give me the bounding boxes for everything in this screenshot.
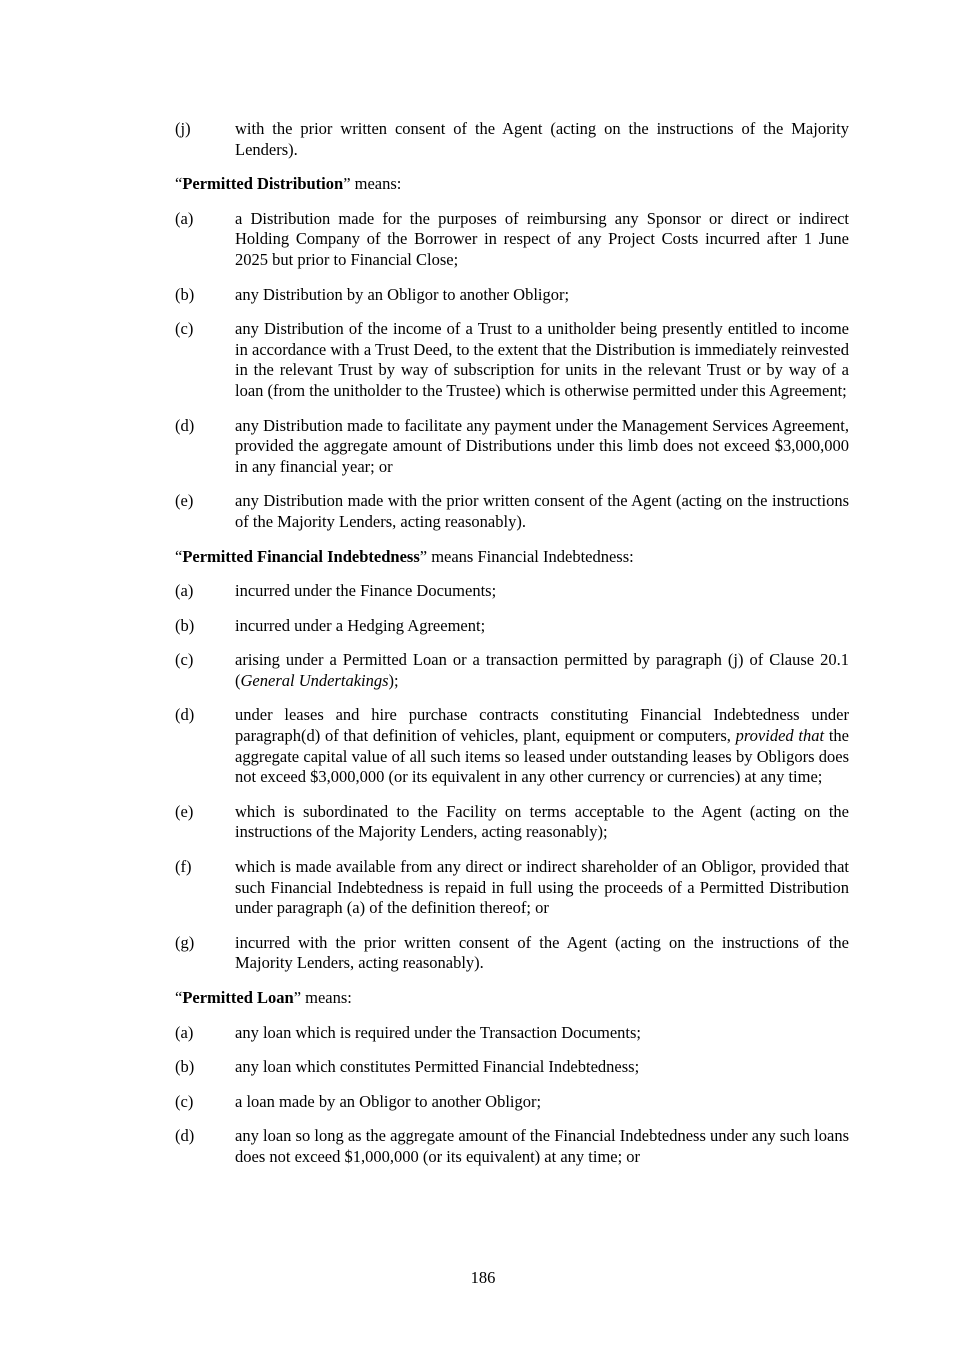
list-item-d [175,1126,849,1167]
text-segment: the aggregate capital value of all such items so leased under outstanding leases by Obligors does not exceed $3,000,000 (or its equivalent in any other currency or currencies) at any time; [235,726,849,787]
item-text [235,119,849,160]
definition-heading-permitted-financial-indebtedness [175,547,849,568]
text-segment: ” means Financial Indebtedness: [419,546,634,566]
text-segment: any loan which constitutes Permitted Financial Indebtedness; [235,1057,640,1077]
item-text [235,1023,849,1044]
defined-term: Permitted Financial Indebtedness [182,546,420,566]
text-segment: incurred under a Hedging Agreement; [235,615,486,635]
item-label: (c) [175,650,194,670]
document-content [175,119,849,1168]
definition-list-permitted-distribution [175,209,849,533]
text-segment: a Distribution made for the purposes of reimbursing any Sponsor or direct or indirect Holding Company of the Borrower in respect of any Project Costs incurred after 1 June 2025 but prior to Financial Close; [235,208,849,269]
text-segment: which is subordinated to the Facility on terms acceptable to the Agent (acting on the instructions of the Majority Lenders, acting reasonably); [235,801,849,842]
item-text [235,616,849,637]
item-text [235,581,849,602]
item-text [235,285,849,306]
item-text [235,491,849,532]
text-segment: a loan made by an Obligor to another Obligor; [235,1091,542,1111]
text-segment: any Distribution by an Obligor to another Obligor; [235,284,570,304]
item-text [235,802,849,843]
page-number: 186 [470,1268,496,1287]
defined-term: Permitted Loan [182,988,294,1007]
list-item-f [175,857,849,919]
list-item-a [175,581,849,602]
item-text [235,933,849,974]
list-item-d [175,705,849,787]
item-label: (a) [175,208,194,228]
list-item-a [175,1023,849,1044]
text-segment: arising under a Permitted Loan or a transaction permitted by paragraph (j) of Clause 20.1 ( [235,650,849,690]
definition-heading-permitted-distribution [175,174,849,195]
item-label: (d) [175,1126,195,1146]
defined-term: Permitted Distribution [182,174,344,194]
list-item-a [175,209,849,271]
definition-list-permitted-financial-indebtedness [175,581,849,974]
text-segment: ” means: [343,174,402,194]
item-label: (b) [175,615,195,635]
item-text [235,209,849,271]
list-item-c [175,319,849,401]
text-segment: any Distribution made to facilitate any payment under the Management Services Agreement, provided the aggregate amount of Distributions under this limb does not exceed $3,000,000 in any financial year; or [235,415,849,476]
text-segment: under leases and hire purchase contracts constituting Financial Indebtedness under paragraph(d) of that definition of vehicles, plant, equipment or computers, [235,705,849,746]
list-item-b [175,1057,849,1078]
item-label: (b) [175,284,195,304]
item-text [235,416,849,478]
item-label: (c) [175,1091,194,1111]
text-segment: with the prior written consent of the Agent (acting on the instructions of the Majority Lenders). [235,119,849,159]
list-item-g [175,933,849,974]
item-text [235,319,849,401]
item-text [235,705,849,787]
italic-text: provided that [735,726,825,746]
item-text [235,1126,849,1167]
list-item-j [175,119,849,160]
text-segment: ” means: [293,988,352,1007]
text-segment: any Distribution of the income of a Trust to a unitholder being presently entitled to income in accordance with a Trust Deed, to the extent that the Distribution is immediately reinvested in the relevant Trust by way of subscription for units in the relevant Trust or by way of a loan (from the unitholder to the Trustee) which is otherwise permitted under this Agreement; [235,319,849,400]
item-text [235,1092,849,1113]
item-text [235,650,849,691]
item-text [235,1057,849,1078]
text-segment: which is made available from any direct or indirect shareholder of an Obligor, provided that such Financial Indebtedness is repaid in full using the proceeds of a Permitted Distribution under paragraph (a) of the definition thereof; or [235,857,849,918]
definition-list-permitted-loan [175,1023,849,1168]
list-item-b [175,616,849,637]
text-segment: incurred with the prior written consent of the Agent (acting on the instructions of the Majority Lenders, acting reasonably). [235,932,849,973]
item-label: (e) [175,491,194,511]
text-segment: incurred under the Finance Documents; [235,581,497,601]
item-label: (a) [175,1022,194,1042]
italic-text: General Undertakings [240,670,389,690]
item-label: (e) [175,801,194,821]
text-segment: any loan which is required under the Transaction Documents; [235,1022,641,1042]
list-item-e [175,491,849,532]
text-segment: ); [388,670,399,690]
item-label: (b) [175,1057,195,1077]
item-label: (f) [175,857,192,877]
definition-heading-permitted-loan [175,988,849,1009]
list-item-e [175,802,849,843]
text-segment: any loan so long as the aggregate amount of the Financial Indebtedness under any such loans does not exceed $1,000,000 (or its equivalent) at any time; or [235,1126,849,1166]
text-segment: “ [175,988,183,1007]
item-label: (g) [175,932,195,952]
item-text [235,857,849,919]
text-segment: “ [175,546,183,566]
list-item-d [175,416,849,478]
item-label: (a) [175,581,194,601]
list-item-c [175,1092,849,1113]
item-label: (d) [175,705,195,725]
item-label: (d) [175,415,195,435]
list-item-c [175,650,849,691]
item-label: (j) [175,119,191,138]
clause-j-list [175,119,849,160]
text-segment: any Distribution made with the prior written consent of the Agent (acting on the instructions of the Majority Lenders, acting reasonably). [235,491,849,531]
text-segment: “ [175,174,183,194]
item-label: (c) [175,319,194,339]
list-item-b [175,285,849,306]
